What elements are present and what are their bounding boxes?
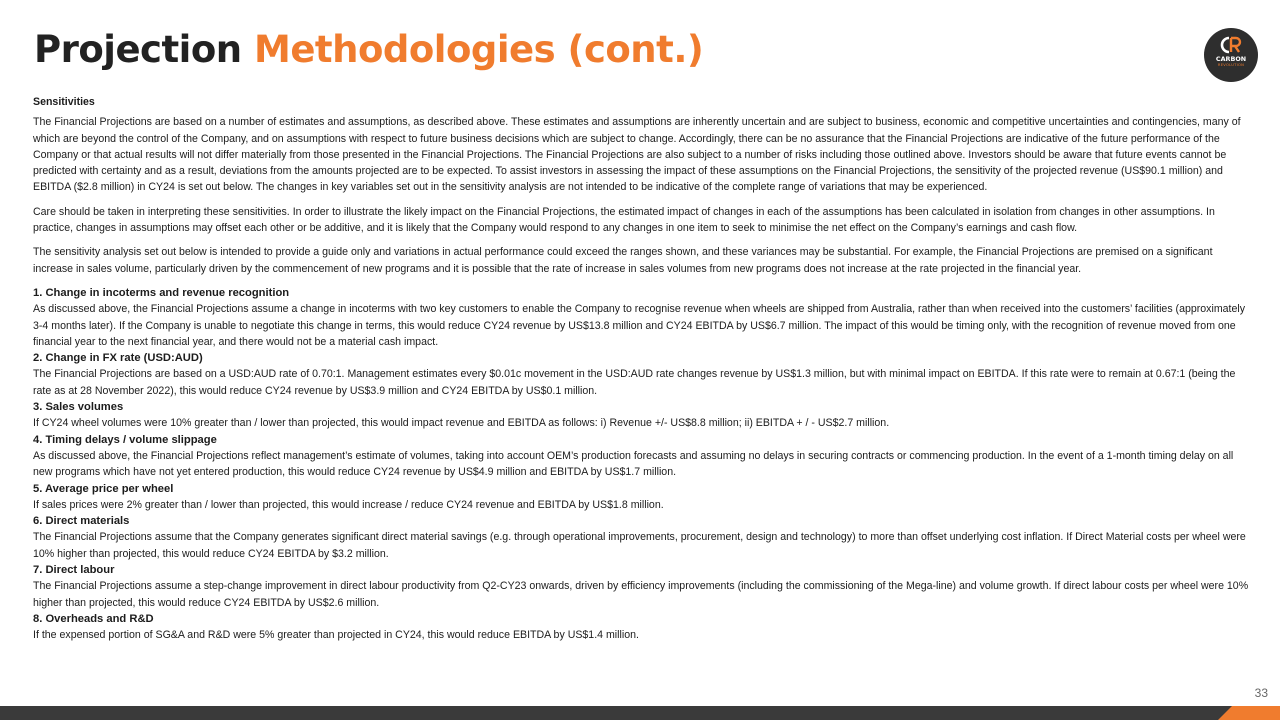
paragraph-care: Care should be taken in interpreting these sensitivities. In order to illustrate the likely impact on the Financial Projections, the estimated impact of changes in each of the assumptions has been calculated in isolation from changes in other assumptions. In practice, changes in assumptions may offset each other or be additive, and it is likely that the Company would respond to any changes in one item to seek to minimise the net effect on the Company’s earnings and cash flow.: [33, 205, 1215, 235]
item-text-overheads: If the expensed portion of SG&A and R&D were 5% greater than projected in CY24, this would reduce EBITDA by US$1.4 million.: [33, 629, 639, 642]
item-heading-direct-labour: 7. Direct labour: [33, 564, 115, 577]
sensitivities-content: [33, 94, 1255, 644]
logo-brand-text: CARBON: [1215, 55, 1247, 63]
carbon-revolution-logo: [1204, 28, 1258, 82]
section-heading: Sensitivities: [33, 96, 95, 108]
item-heading-direct-materials: 6. Direct materials: [33, 515, 130, 528]
item-text-direct-labour: The Financial Projections assume a step-change improvement in direct labour productivity from Q2-CY23 onwards, driven by efficiency improvements (including the commissioning of the Mega-line) and volume growth. If direct labour costs per wheel were 10% higher than projected, this would reduce CY24 EBITDA by US$2.6 million.: [33, 580, 1249, 609]
page-number: 33: [1254, 686, 1268, 700]
logo-sub-text: REVOLUTION: [1217, 63, 1245, 67]
paragraph-guide: The sensitivity analysis set out below is intended to provide a guide only and variations in actual performance could exceed the ranges shown, and these variances may be substantial. For example, the Financial Projections are premised on a significant increase in sales volume, particularly driven by the commencement of new programs and it is possible that the rate of increase in sales volumes from new programs does not increase at the rate projected in the financial year.: [33, 246, 1213, 275]
paragraph-intro: The Financial Projections are based on a number of estimates and assumptions, as described above. These estimates and assumptions are inherently uncertain and are subject to business, economic and competitive uncertainties and contingencies, many of which are beyond the control of the Company, and on assumptions with respect to future business decisions which are subject to change. Accordingly, there can be no assurance that the Financial Projections are indicative of the future performance of the Company or that actual results will not differ materially from those presented in the Financial Projections. The Financial Projections are also subject to a number of risks including those outlined above. Investors should be aware that future events cannot be predicted with certainty and as a result, deviations from the amounts projected are to be expected. To assist investors in assessing the impact of these assumptions on the Financial Projections, the sensitivity of the projected revenue (US$90.1 million) and EBITDA ($2.8 million) in CY24 is set out below. The changes in key variables set out in the sensitivity analysis are not intended to be indicative of the complete range of variations that may be experienced.: [33, 116, 1241, 194]
title-accent: Methodologies (cont.): [254, 28, 704, 71]
item-heading-sales-volumes: 3. Sales volumes: [33, 401, 124, 414]
carbon-revolution-logo-icon: [1220, 35, 1242, 55]
item-heading-incoterms: 1. Change in incoterms and revenue recognition: [33, 286, 290, 299]
item-text-incoterms: As discussed above, the Financial Projections assume a change in incoterms with two key customers to enable the Company to recognise revenue when wheels are shipped from Australia, rather than when received into the customers’ facilities (approximately 3-4 months later). If the Company is unable to negotiate this change in terms, this would reduce CY24 revenue by US$13.8 million and CY24 EBITDA by US$6.7 million. The impact of this would be timing only, with the recognition of revenue moved from one financial year to the next financial year, and there would not be a material cash impact.: [33, 303, 1246, 348]
title-main: Projection: [34, 28, 242, 71]
item-heading-timing-delays: 4. Timing delays / volume slippage: [33, 433, 217, 446]
item-heading-average-price: 5. Average price per wheel: [33, 482, 174, 495]
item-heading-overheads: 8. Overheads and R&D: [33, 612, 154, 625]
item-heading-fx-rate: 2. Change in FX rate (USD:AUD): [33, 352, 203, 365]
item-text-sales-volumes: If CY24 wheel volumes were 10% greater than / lower than projected, this would impact revenue and EBITDA as follows: i) Revenue +/- US$8.8 million; ii) EBITDA + / - US$2.7 million.: [33, 417, 890, 430]
page-title: [34, 26, 703, 74]
item-text-direct-materials: The Financial Projections assume that the Company generates significant direct material savings (e.g. through operational improvements, procurement, design and technology) to more than offset underlying cost inflation. If Direct Material costs per wheel were 10% higher than projected, this would reduce CY24 EBITDA by $3.2 million.: [33, 531, 1246, 560]
footer-bar: [0, 706, 1280, 720]
item-text-average-price: If sales prices were 2% greater than / lower than projected, this would increase / reduce CY24 revenue and EBITDA by US$1.8 million.: [33, 498, 664, 511]
item-text-fx-rate: The Financial Projections are based on a USD:AUD rate of 0.70:1. Management estimates every $0.01c movement in the USD:AUD rate changes revenue by US$1.3 million, but with minimal impact on EBITDA. If this rate were to remain at 0.67:1 (being the rate as at 28 November 2022), this would reduce CY24 revenue by US$3.9 million and CY24 EBITDA by US$0.1 million.: [33, 368, 1236, 397]
item-text-timing-delays: As discussed above, the Financial Projections reflect management’s estimate of volumes, taking into account OEM’s production forecasts and assuming no delays in securing contracts or commencing production. In the event of a 1-month timing delay on all new programs which have not yet entered production, this would reduce CY24 revenue by US$4.9 million and EBITDA by US$1.7 million.: [33, 449, 1234, 479]
